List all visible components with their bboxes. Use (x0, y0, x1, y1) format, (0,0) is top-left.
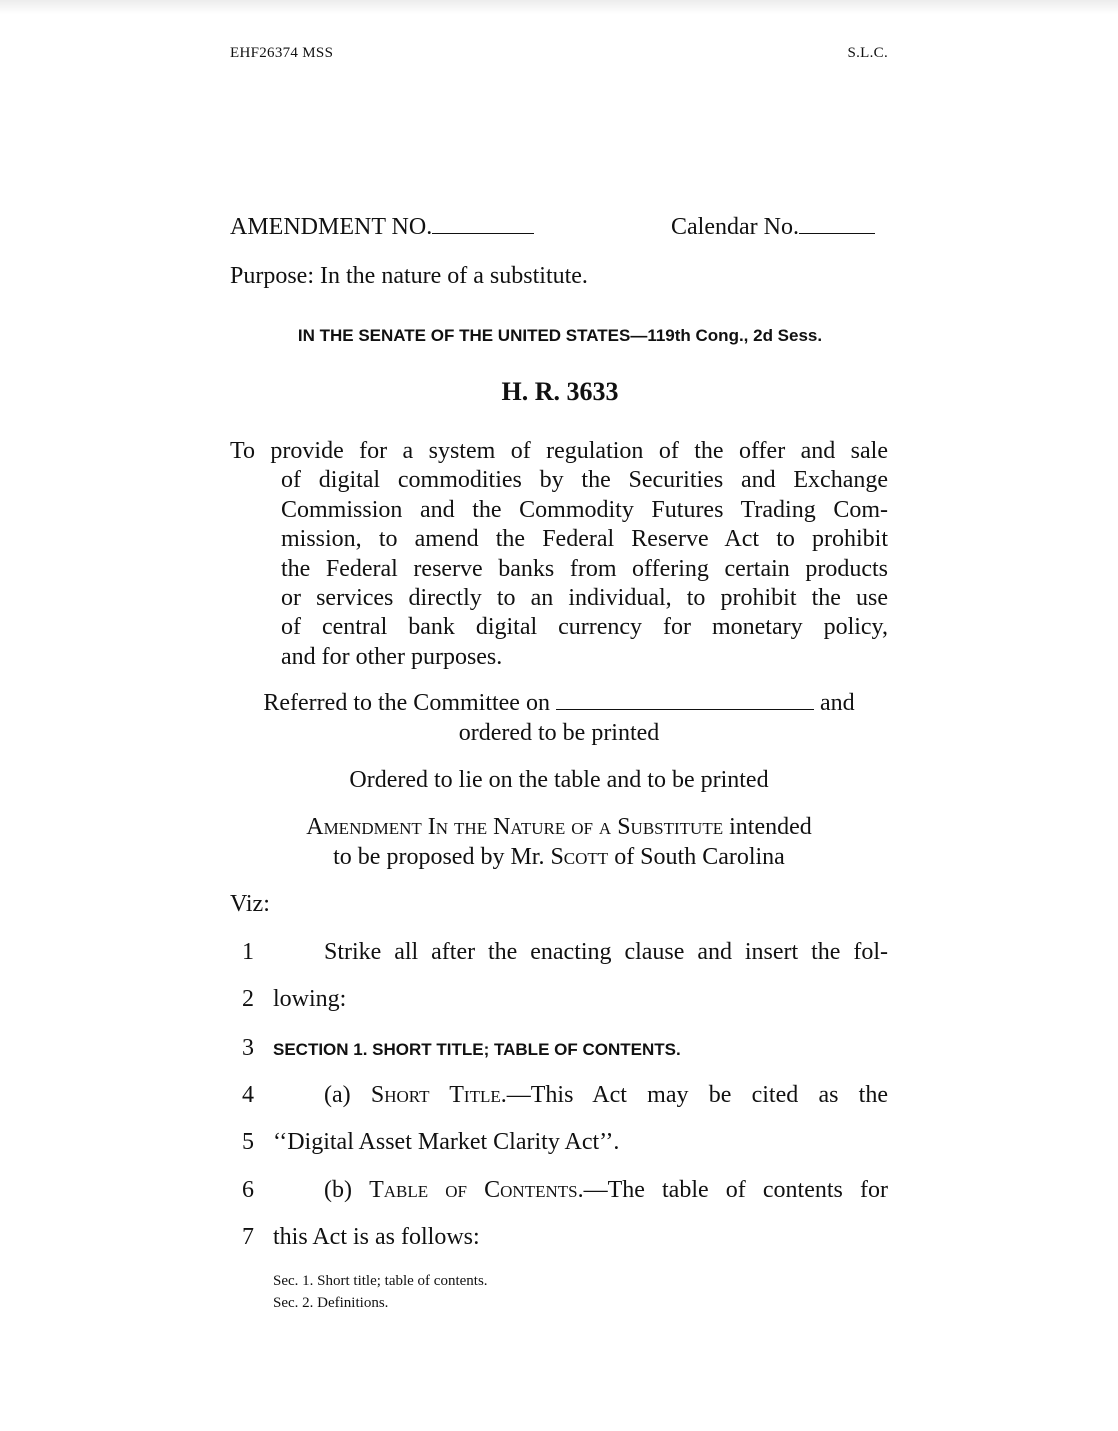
body-line-5: ‘‘Digital Asset Market Clarity Act’’. (273, 1129, 620, 1155)
purpose-line: Purpose: In the nature of a substitute. (230, 263, 588, 289)
preamble-line: the Federal reserve banks from offering certain products (281, 555, 888, 582)
senate-heading: IN THE SENATE OF THE UNITED STATES—119th Cong., 2d Sess. (297, 326, 823, 345)
page-top-edge (0, 0, 1118, 14)
short-title-text: .—This Act may be cited as the (500, 1082, 888, 1108)
subsection-a-label: (a) (324, 1082, 371, 1108)
body-line-2: lowing: (273, 986, 347, 1012)
calendar-label: Calendar No. (671, 214, 799, 240)
toc-heading: Table of Contents (369, 1177, 578, 1203)
viz-label: Viz: (230, 891, 270, 917)
substitute-line (230, 814, 888, 841)
toc-entry: Sec. 2. Definitions. (273, 1295, 389, 1311)
referral-and: and (819, 690, 855, 716)
doc-code: EHF26374 MSS (230, 45, 334, 61)
committee-blank (556, 691, 814, 710)
substitute-intended: intended (723, 814, 812, 840)
toc-entry: Sec. 1. Short title; table of contents. (273, 1273, 488, 1289)
subsection-b-label: (b) (324, 1177, 370, 1203)
preamble-line: of central bank digital currency for monetary policy, (281, 614, 888, 641)
body-line-6 (324, 1177, 888, 1204)
bill-number: H. R. 3633 (501, 377, 619, 406)
line-number: 4 (242, 1082, 254, 1108)
calendar-number-line (671, 214, 875, 241)
preamble-line: To provide for a system of regulation of the offer and sale (230, 438, 888, 464)
line-number: 7 (242, 1224, 254, 1250)
body-line-7: this Act is as follows: (273, 1224, 480, 1250)
preamble-line: of digital commodities by the Securities and Exchange (281, 467, 888, 494)
referral-text: Referred to the Committee on (263, 690, 550, 716)
ordered-line: Ordered to lie on the table and to be printed (349, 767, 769, 793)
line-number: 1 (242, 939, 254, 965)
preamble-line: or services directly to an individual, to prohibit the use (281, 585, 888, 612)
sponsor-suffix: of South Carolina (608, 844, 785, 870)
office-code: S.L.C. (847, 45, 888, 61)
section-heading: SECTION 1. SHORT TITLE; TABLE OF CONTENTS. (273, 1040, 681, 1059)
referral-line-2: ordered to be printed (458, 720, 660, 746)
line-number: 2 (242, 986, 254, 1012)
preamble-line: mission, to amend the Federal Reserve Act to prohibit (281, 526, 888, 553)
line-number: 5 (242, 1129, 254, 1155)
calendar-number-blank (799, 215, 875, 234)
line-number: 3 (242, 1035, 254, 1061)
preamble-line: and for other purposes. (281, 643, 503, 670)
substitute-title: Amendment In the Nature of a Substitute (306, 814, 724, 840)
amendment-number-line (230, 214, 534, 241)
referral-line (230, 690, 888, 717)
toc-intro-text: .—The table of contents for (577, 1177, 888, 1203)
amendment-label: AMENDMENT NO. (230, 214, 433, 240)
short-title-heading: Short Title (370, 1082, 501, 1108)
amendment-number-blank (432, 215, 534, 234)
body-line-1: Strike all after the enacting clause and insert the fol- (324, 939, 888, 965)
preamble-line: Commission and the Commodity Futures Trading Com- (281, 496, 888, 523)
sponsor-name: Scott (550, 844, 609, 870)
line-number: 6 (242, 1177, 254, 1203)
sponsor-line (230, 844, 888, 871)
sponsor-prefix: to be proposed by Mr. (333, 844, 551, 870)
body-line-4 (324, 1082, 888, 1109)
bill-preamble (230, 437, 888, 672)
